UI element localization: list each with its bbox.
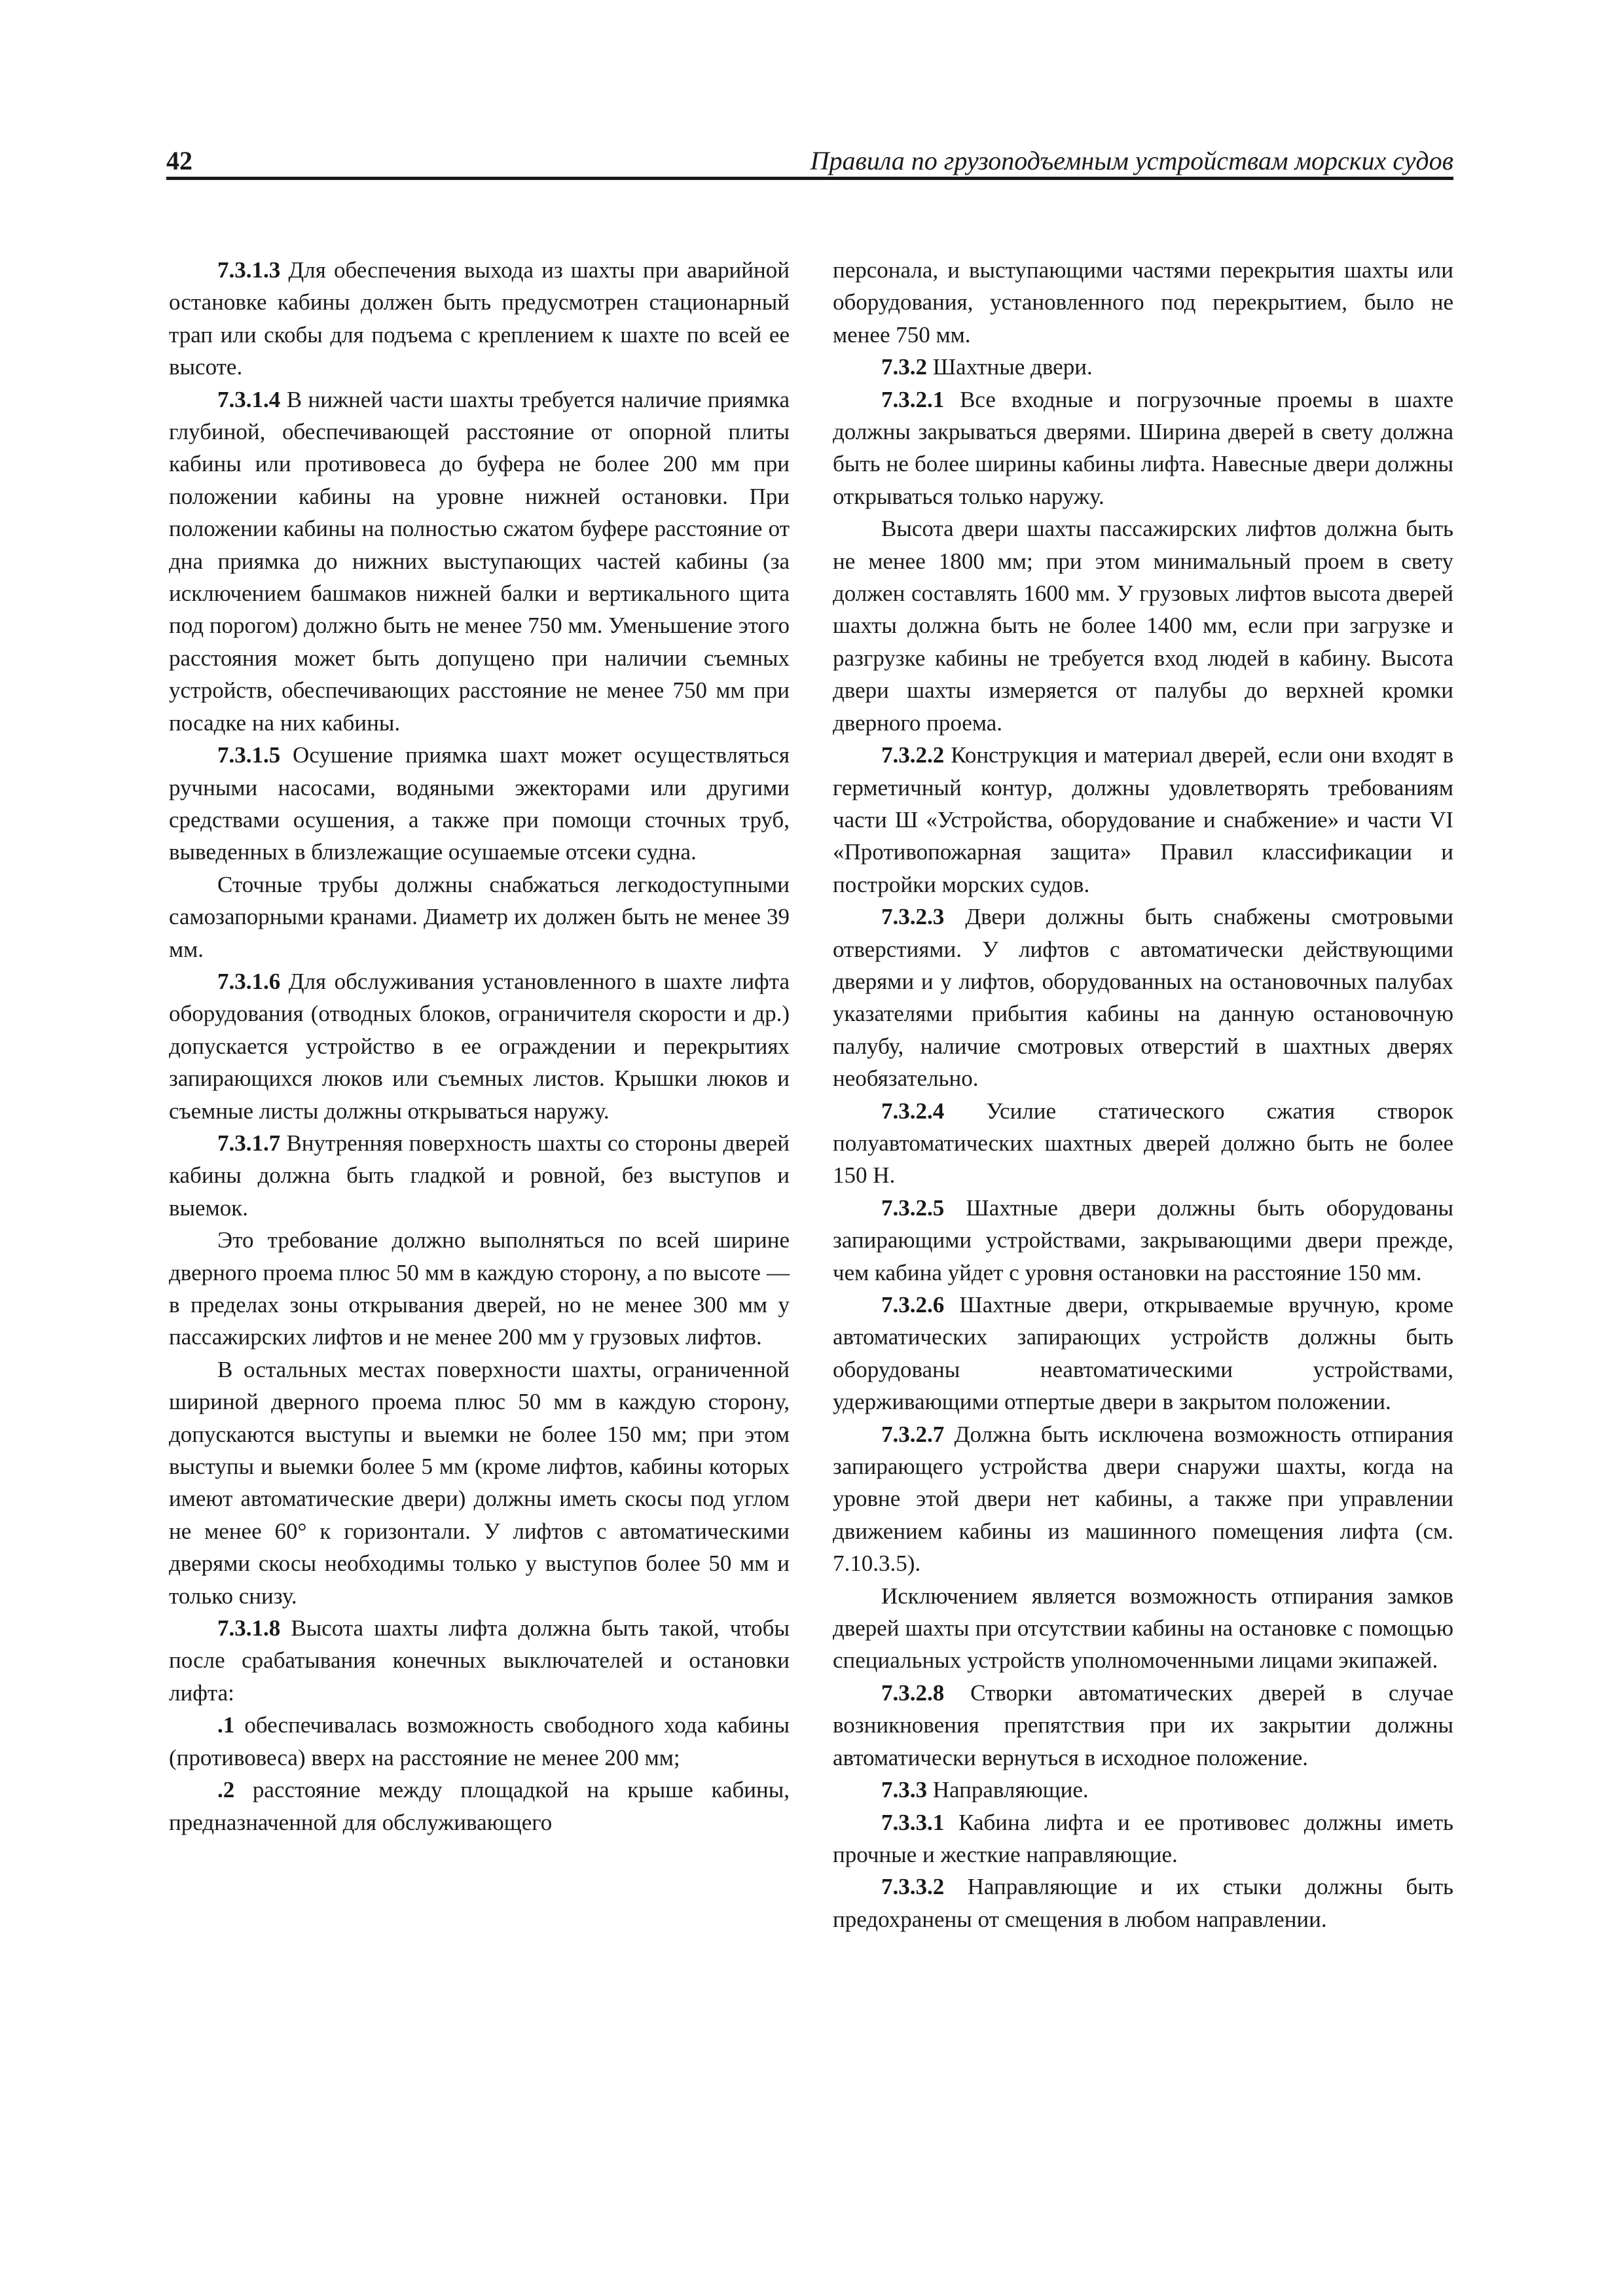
paragraph <box>169 1709 790 1774</box>
paragraph-text: Шахтные двери, открываемые вручную, кроме автоматических запирающих устройств должны быть оборудованы неавтоматическими устройствами, удерживающими отпертые двери в закрытом положении. <box>833 1292 1453 1415</box>
clause-number: .2 <box>217 1777 235 1803</box>
clause-number: 7.3.2.2 <box>881 742 945 768</box>
paragraph <box>169 739 790 869</box>
right-column <box>833 254 1453 1935</box>
paragraph-text: Конструкция и материал дверей, если они входят в герметичный контур, должны удовлетворять требованиям части Ш «Устройства, оборудование и снабжение» и части VI «Противопожарная защита» Правил классификации и постройки морских судов. <box>833 742 1453 897</box>
paragraph <box>833 351 1453 383</box>
paragraph <box>169 1774 790 1839</box>
clause-number: 7.3.2.8 <box>881 1679 945 1706</box>
paragraph <box>833 1677 1453 1774</box>
paragraph <box>169 254 790 384</box>
paragraph <box>833 1192 1453 1289</box>
paragraph-text: Внутренняя поверхность шахты со стороны дверей кабины должна быть гладкой и ровной, без выступов и выемок. <box>169 1130 790 1221</box>
paragraph <box>833 1580 1453 1677</box>
clause-number: 7.3.2 <box>881 354 927 380</box>
paragraph <box>833 1418 1453 1580</box>
clause-number: 7.3.3.1 <box>881 1809 945 1835</box>
paragraph-text: обеспечивалась возможность свободного хода кабины (противовеса) вверх на расстояние не менее 200 мм; <box>169 1712 790 1770</box>
paragraph <box>169 1612 790 1709</box>
paragraph-text: В нижней части шахты требуется наличие приямка глубиной, обеспечивающей расстояние от опорной плиты кабины или противовеса до буфера не более 200 мм при положении кабины на уровне нижней остановки. При положении кабины на полностью сжатом буфере расстояние от дна приямка до нижних выступающих частей кабины (за исключением башмаков нижней балки и вертикального щита под порогом) должно быть не менее 750 мм. Уменьшение этого расстояния может быть допущено при наличии съемных устройств, обеспечивающих расстояние не менее 750 мм при посадке на них кабины. <box>169 386 790 736</box>
clause-number: 7.3.2.5 <box>881 1194 945 1221</box>
paragraph <box>833 254 1453 351</box>
paragraph <box>833 739 1453 901</box>
clause-number: 7.3.1.7 <box>217 1130 281 1156</box>
paragraph-text: Двери должны быть снабжены смотровыми отверстиями. У лифтов с автоматически действующими дверями и у лифтов, оборудованных на остановочных палубах указателями прибытия кабины на данную остановочную палубу, наличие смотровых отверстий в шахтных дверях необязательно. <box>833 904 1453 1092</box>
paragraph-text: Высота шахты лифта должна быть такой, чтобы после срабатывания конечных выключателей и остановки лифта: <box>169 1615 790 1706</box>
paragraph-text: Створки автоматических дверей в случае возникновения препятствия при их закрытии должны автоматически вернуться в исходное положение. <box>833 1679 1453 1770</box>
paragraph <box>169 1224 790 1354</box>
paragraph-text: Шахтные двери. <box>927 354 1093 380</box>
clause-number: 7.3.2.4 <box>881 1098 945 1124</box>
paragraph <box>833 1289 1453 1418</box>
running-title: Правила по грузоподъемным устройствам морских судов <box>810 146 1453 175</box>
paragraph-text: В остальных местах поверхности шахты, ограниченной шириной дверного проема плюс 50 мм в каждую сторону, допускаются выступы и выемки не более 150 мм; при этом выступы и выемки более 5 мм (кроме лифтов, кабины которых имеют автоматические двери) должны иметь скосы под углом не менее 60° к горизонтали. У лифтов с автоматическими дверями скосы необходимы только у выступов более 50 мм и только снизу. <box>169 1356 790 1609</box>
paragraph-text: Кабина лифта и ее противовес должны иметь прочные и жесткие направляющие. <box>833 1809 1453 1867</box>
paragraph <box>833 1806 1453 1871</box>
paragraph-text: Осушение приямка шахт может осуществляться ручными насосами, водяными эжекторами или другими средствами осушения, а также при помощи сточных труб, выведенных в близлежащие осушаемые отсеки судна. <box>169 742 790 865</box>
clause-number: .1 <box>217 1712 235 1738</box>
paragraph-text: Должна быть исключена возможность отпирания запирающего устройства двери снаружи шахты, когда на уровне этой двери нет кабины, а также при управлении движением кабины из машинного помещения лифта (см. 7.10.3.5). <box>833 1421 1453 1577</box>
paragraph-text: Для обслуживания установленного в шахте лифта оборудования (отводных блоков, ограничителя скорости и др.) допускается устройство в ее ограждении и перекрытиях запирающихся люков или съемных листов. Крышки люков и съемные листы должны открываться наружу. <box>169 968 790 1124</box>
clause-number: 7.3.1.6 <box>217 968 281 994</box>
paragraph-text: Для обеспечения выхода из шахты при аварийной остановке кабины должен быть предусмотрен стационарный трап или скобы для подъема с креплением к шахте по всей ее высоте. <box>169 257 790 380</box>
paragraph-text: Это требование должно выполняться по всей ширине дверного проема плюс 50 мм в каждую сторону, а по высоте — в пределах зоны открывания дверей, но не менее 300 мм у пассажирских лифтов и не менее 200 мм у грузовых лифтов. <box>169 1227 790 1350</box>
paragraph-text: расстояние между площадкой на крыше кабины, предназначенной для обслуживающего <box>169 1777 790 1835</box>
paragraph-text: Шахтные двери должны быть оборудованы запирающими устройствами, закрывающими двери прежде, чем кабина уйдет с уровня остановки на расстояние 150 мм. <box>833 1194 1453 1285</box>
paragraph-text: Направляющие. <box>927 1777 1089 1803</box>
paragraph-text: Усилие статического сжатия створок полуавтоматических шахтных дверей должно быть не более 150 Н. <box>833 1098 1453 1189</box>
paragraph <box>169 1354 790 1612</box>
paragraph <box>169 869 790 965</box>
clause-number: 7.3.3.2 <box>881 1874 945 1900</box>
paragraph-text: Направляющие и их стыки должны быть предохранены от смещения в любом направлении. <box>833 1874 1453 1932</box>
clause-number: 7.3.1.8 <box>217 1615 281 1641</box>
paragraph <box>833 512 1453 739</box>
paragraph <box>169 384 790 739</box>
paragraph-text: Сточные трубы должны снабжаться легкодоступными самозапорными кранами. Диаметр их должен быть не менее 39 мм. <box>169 871 790 962</box>
clause-number: 7.3.1.3 <box>217 257 281 283</box>
paragraph-text: персонала, и выступающими частями перекрытия шахты или оборудования, установленного под перекрытием, было не менее 750 мм. <box>833 257 1453 348</box>
paragraph-text: Все входные и погрузочные проемы в шахте должны закрываться дверями. Ширина дверей в свету должна быть не более ширины кабины лифта. Навесные двери должны открываться только наружу. <box>833 386 1453 509</box>
clause-number: 7.3.3 <box>881 1777 927 1803</box>
clause-number: 7.3.2.6 <box>881 1292 945 1318</box>
left-column <box>169 254 790 1839</box>
clause-number: 7.3.2.3 <box>881 904 945 930</box>
clause-number: 7.3.1.4 <box>217 386 281 412</box>
paragraph-text: Высота двери шахты пассажирских лифтов должна быть не менее 1800 мм; при этом минимальный проем в свету должен составлять 1600 мм. У грузовых лифтов высота дверей шахты должна быть не более 1400 мм, если при загрузке и разгрузке кабины не требуется вход людей в кабину. Высота двери шахты измеряется от палубы до верхней кромки дверного проема. <box>833 516 1453 736</box>
paragraph <box>833 1774 1453 1806</box>
paragraph <box>169 1127 790 1224</box>
clause-number: 7.3.2.1 <box>881 386 945 412</box>
clause-number: 7.3.2.7 <box>881 1421 945 1447</box>
paragraph <box>833 1871 1453 1935</box>
paragraph <box>833 901 1453 1094</box>
paragraph <box>169 965 790 1127</box>
paragraph <box>833 384 1453 513</box>
page-number: 42 <box>166 146 192 175</box>
page-header <box>166 143 1453 179</box>
paragraph-text: Исключением является возможность отпирания замков дверей шахты при отсутствии кабины на остановке с помощью специальных устройств уполномоченными лицами экипажей. <box>833 1583 1453 1674</box>
clause-number: 7.3.1.5 <box>217 742 281 768</box>
header-rule <box>166 177 1453 180</box>
paragraph <box>833 1095 1453 1192</box>
